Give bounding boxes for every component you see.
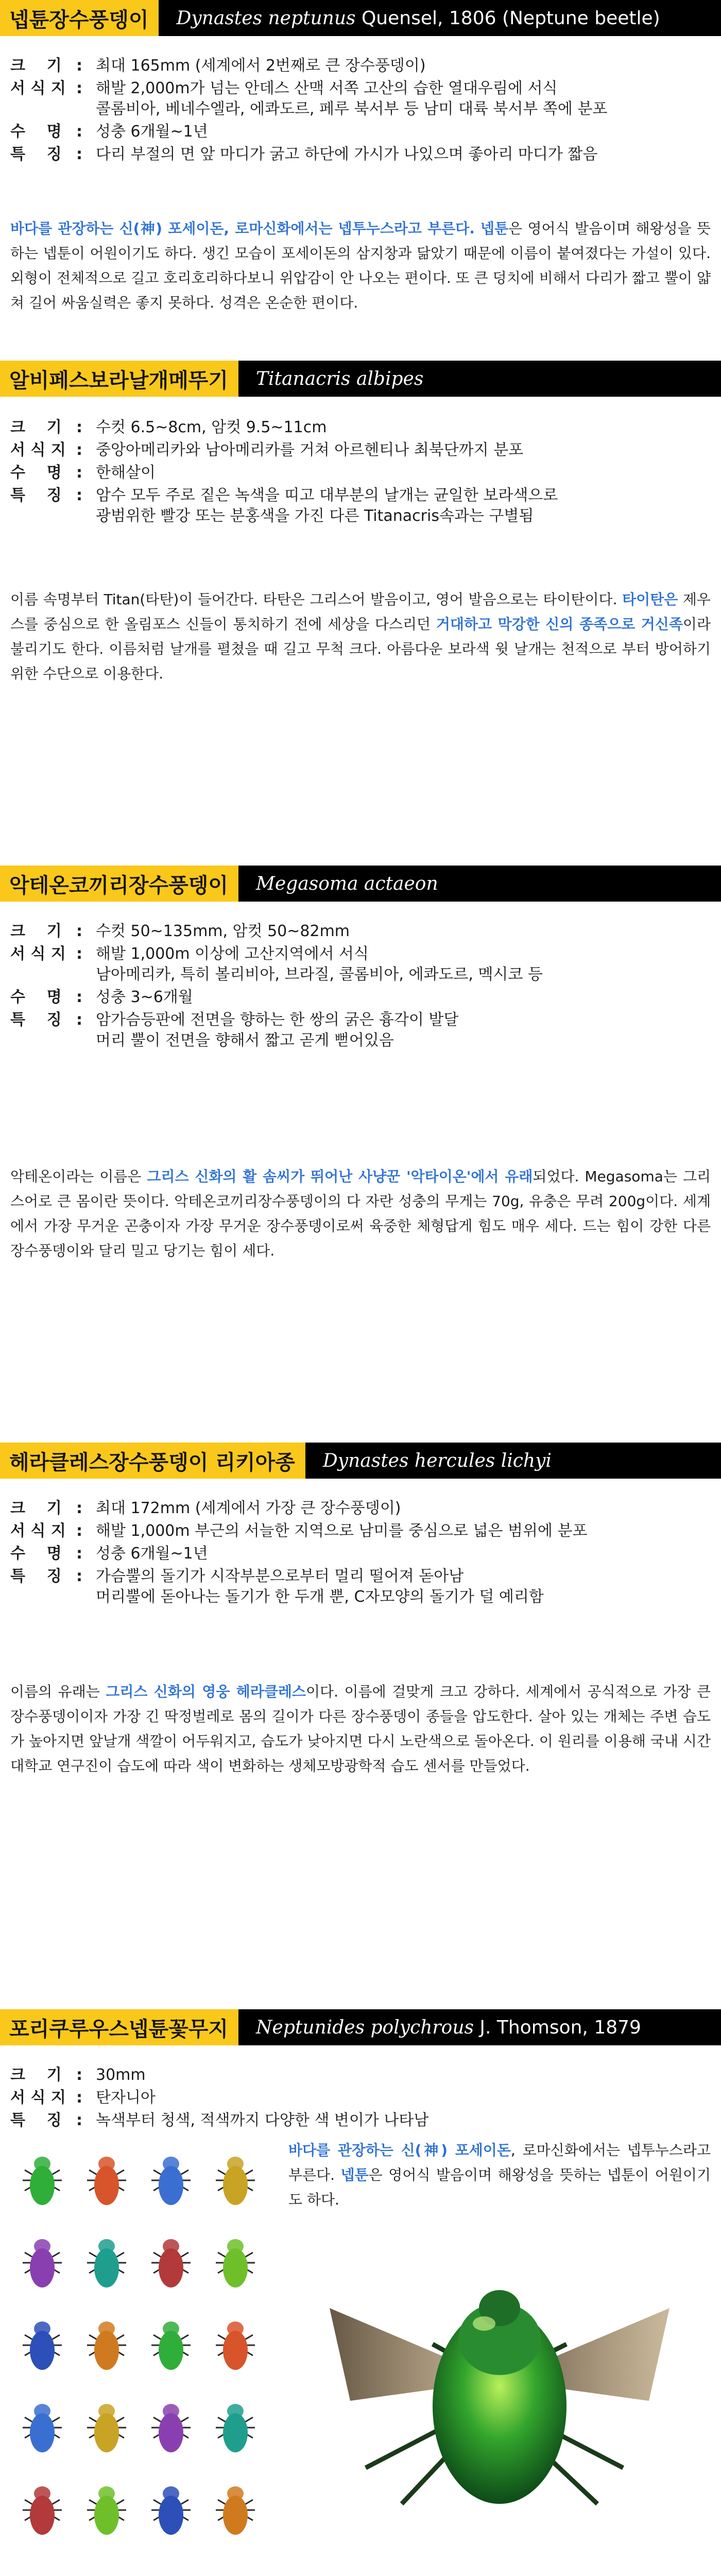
specimen-beetle-icon — [151, 2239, 191, 2287]
spec-row: 서 식 지 : 탄자니아 — [10, 2089, 156, 2107]
scientific-name: Megasoma actaeon — [256, 873, 438, 894]
specimen-beetle-icon — [23, 2239, 62, 2287]
scientific-name: Dynastes hercules lichyi — [322, 1450, 552, 1471]
specimen-beetle-icon — [87, 2321, 126, 2370]
spec-row: 수 명 : 한해살이 — [10, 464, 156, 482]
specimen-beetle-icon — [23, 2321, 62, 2370]
spec-list — [10, 2065, 711, 2133]
spec-row: 특 징 : 다리 부절의 면 앞 마디가 굵고 하단에 가시가 나있으며 좋아리 마디가 짧음 — [10, 145, 598, 163]
specimen-beetle-icon — [23, 2157, 62, 2205]
specimen-beetle-icon — [151, 2486, 191, 2535]
scientific-name: Titanacris albipes — [256, 368, 424, 389]
section-description: 바다를 관장하는 신(神) 포세이돈, 로마신화에서는 넵투누스라고 부른다. 넵툰은 영어식 발음이며 해왕성을 뜻하는 넵툰이 어원이기도 하다. — [288, 2142, 711, 2208]
section-title: 포리쿠루우스넵튠꽃무지 — [0, 2009, 238, 2045]
section-title: 알비페스보라날개메뚜기 — [0, 361, 238, 397]
specimen-beetle-icon — [87, 2157, 126, 2205]
scientific-name: Neptunides polychrous J. Thomson, 1879 — [256, 2016, 641, 2038]
spec-list — [10, 1498, 711, 1609]
spec-row: 서 식 지 : 해발 2,000m가 넘는 안데스 산맥 서쪽 고산의 습한 열대우림에 서식 콜롬비아, 베네수엘라, 에콰도르, 페루 북서부 등 남미 대륙 북서부 쪽에 분포 — [10, 79, 608, 118]
section-header — [0, 1443, 721, 1479]
section-header — [0, 866, 721, 902]
section-title: 넵튠장수풍뎅이 — [0, 0, 159, 36]
specimen-beetle-icon — [23, 2404, 62, 2452]
specimen-beetle-icon — [151, 2157, 191, 2205]
spec-row: 특 징 : 녹색부터 청색, 적색까지 다양한 색 변이가 나타남 — [10, 2111, 429, 2129]
flower-beetle-icon — [288, 2246, 711, 2535]
specimen-beetle-icon — [216, 2157, 255, 2205]
spec-row: 크 기 : 30mm — [10, 2066, 146, 2084]
section-title: 헤라클레스장수풍뎅이 리키아종 — [0, 1443, 305, 1479]
specimen-beetle-icon — [216, 2321, 255, 2370]
specimen-beetle-icon — [151, 2404, 191, 2452]
spec-row: 수 명 : 성충 6개월~1년 — [10, 123, 208, 141]
spec-row: 수 명 : 성충 6개월~1년 — [10, 1545, 208, 1563]
spec-row: 크 기 : 최대 172mm (세계에서 가장 큰 장수풍뎅이) — [10, 1499, 401, 1517]
spec-list — [10, 417, 711, 529]
specimen-beetle-icon — [216, 2404, 255, 2452]
spec-list — [10, 921, 711, 1053]
specimen-beetle-icon — [151, 2321, 191, 2370]
specimen-beetle-icon — [23, 2486, 62, 2535]
spec-row: 서 식 지 : 해발 1,000m 부근의 서늘한 지역으로 남미를 중심으로 넓은 범위에 분포 — [10, 1522, 588, 1540]
spec-row: 크 기 : 수컷 6.5~8cm, 암컷 9.5~11cm — [10, 418, 327, 436]
spec-row: 크 기 : 최대 165mm (세계에서 2번째로 큰 장수풍뎅이) — [10, 57, 426, 75]
specimen-beetle-icon — [87, 2404, 126, 2452]
scientific-name: Dynastes neptunus Quensel, 1806 (Neptune beetle) — [176, 7, 660, 29]
section-description: 바다를 관장하는 신(神) 포세이돈, 로마신화에서는 넵투누스라고 부른다. 넵툰은 영어식 발음이며 해왕성을 뜻하는 넵툰이 어원이기도 하다. 생긴 모습이 포세이돈의 삼지창과 닮았기 때문에 이름이 붙여졌다는 가설이 있다. 외형이 전체적으로 길고 호리호리하다보니 위압감이 안 나오는 편이다. 또 큰 덩치에 비해서 다리가 짧고 뿔이 얇쳐 길어 싸움실력은 좋지 못하다. 성격은 온순한 편이다. — [10, 220, 711, 311]
section-hercules-lichyi — [0, 1443, 721, 2009]
section-neptunides — [0, 2009, 721, 2576]
spec-list — [10, 56, 711, 167]
spec-row: 특 징 : 암수 모두 주로 짙은 녹색을 띠고 대부분의 날개는 균일한 보라색으로 광범위한 빨강 또는 분홍색을 가진 다른 Titanacris속과는 구별됨 — [10, 486, 558, 525]
section-title: 악테온코끼리장수풍뎅이 — [0, 866, 238, 902]
spec-row: 특 징 : 가슴뿔의 돌기가 시작부분으로부터 멀리 떨어져 돋아남 머리뿔에 돋아나는 돌기가 한 두개 뿐, C자모양의 돌기가 덜 예리함 — [10, 1567, 544, 1606]
specimen-beetle-icon — [87, 2486, 126, 2535]
section-neptune-beetle — [0, 0, 721, 311]
spec-row: 특 징 : 암가슴등판에 전면을 향하는 한 쌍의 굵은 흉각이 발달 머리 뿔이 전면을 향해서 짧고 곧게 뻗어있음 — [10, 1011, 459, 1049]
specimen-beetle-icon — [216, 2486, 255, 2535]
flower-beetle-image — [288, 2246, 711, 2535]
spec-row: 서 식 지 : 중앙아메리카와 남아메리카를 거쳐 아르헨티나 최북단까지 분포 — [10, 441, 524, 459]
section-description: 이름 속명부터 Titan(타탄)이 들어간다. 타탄은 그리스어 발음이고, 영어 발음으로는 타이탄이다. 타이탄은 제우스를 중심으로 한 올림포스 신들이 통치하기 전에 세상을 다스리던 거대하고 막강한 신의 종족으로 거신족이라 불리기도 한다. 이름처럼 날개를 펼쳤을 때 길고 무척 크다. 아름다운 보라색 윗 날개는 천적으로 부터 방어하기 위한 수단으로 이용한다. — [10, 591, 711, 682]
specimen-grid-icon — [10, 2138, 268, 2561]
specimen-grid-image — [10, 2138, 268, 2561]
section-header — [0, 361, 721, 397]
section-header — [0, 0, 721, 36]
specimen-beetle-icon — [216, 2239, 255, 2287]
spec-row: 수 명 : 성충 3~6개월 — [10, 988, 193, 1006]
spec-row: 크 기 : 수컷 50~135mm, 암컷 50~82mm — [10, 922, 350, 940]
spec-row: 서 식 지 : 해발 1,000m 이상에 고산지역에서 서식 남아메리카, 특히 볼리비아, 브라질, 콜롬비아, 에콰도르, 멕시코 등 — [10, 945, 543, 984]
section-description: 악테온이라는 이름은 그리스 신화의 활 솜씨가 뛰어난 사냥꾼 '악타이온'에서 유래되었다. Megasoma는 그리스어로 큰 몸이란 뜻이다. 악테온코끼리장수풍뎅이의 다 자란 성충의 무게는 70g, 유충은 무려 200g이다. 세계에서 가장 무거운 곤충이자 가장 무거운 장수풍뎅이로써 육중한 체형답게 힘도 매우 세다. 드는 힘이 강한 다른 장수풍뎅이와 달리 밀고 당기는 힘이 세다. — [10, 1168, 711, 1259]
section-header — [0, 2009, 721, 2045]
specimen-beetle-icon — [87, 2239, 126, 2287]
section-description: 이름의 유래는 그리스 신화의 영웅 헤라클레스이다. 이름에 걸맞게 크고 강하다. 세계에서 공식적으로 가장 큰 장수풍뎅이이자 가장 긴 딱정벌레로 몸의 길이가 다른 장수풍뎅이 종들을 압도한다. 살아 있는 개체는 주변 습도가 높아지면 앞날개 색깔이 어두워지고, 습도가 낮아지면 다시 노란색으로 돌아온다. 이 원리를 이용해 국내 시간대학교 연구진이 습도에 따라 색이 변화하는 생체모방광학적 습도 센서를 만들었다. — [10, 1683, 711, 1774]
section-titanacris — [0, 361, 721, 866]
section-megasoma-actaeon — [0, 866, 721, 1432]
